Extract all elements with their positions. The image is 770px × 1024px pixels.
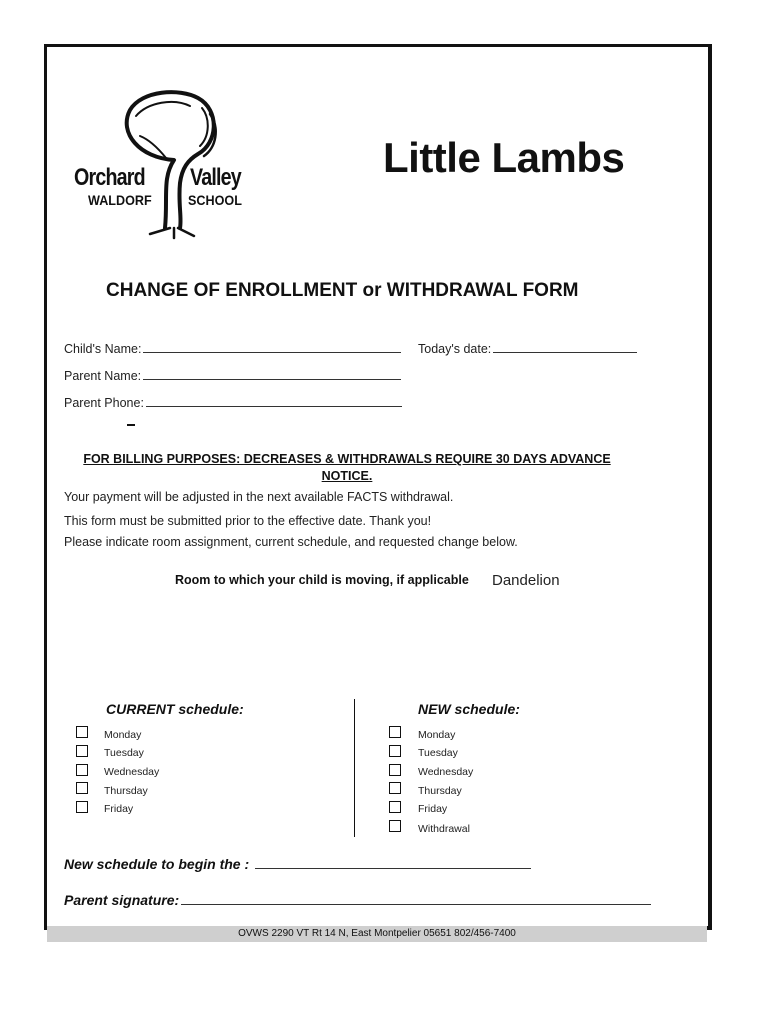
paragraph-instructions: Please indicate room assignment, current schedule, and requested change below. <box>64 535 518 549</box>
current-tuesday-label: Tuesday <box>104 747 144 759</box>
current-friday-checkbox[interactable] <box>76 801 88 813</box>
current-wednesday-label: Wednesday <box>104 766 160 778</box>
current-schedule-heading: CURRENT schedule: <box>106 701 244 717</box>
parent-signature-field[interactable] <box>64 892 651 908</box>
new-withdrawal-checkbox[interactable] <box>389 820 401 832</box>
child-name-field[interactable] <box>64 341 401 356</box>
schedule-divider <box>354 699 355 837</box>
current-thursday-label: Thursday <box>104 785 148 797</box>
logo-orchard: Orchard <box>74 164 145 191</box>
new-schedule-heading: NEW schedule: <box>418 701 520 717</box>
parent-name-label: Parent Name: <box>64 369 142 383</box>
child-name-line[interactable] <box>143 341 401 353</box>
current-tuesday-checkbox[interactable] <box>76 745 88 757</box>
new-withdrawal-label: Withdrawal <box>418 823 470 835</box>
current-thursday-checkbox[interactable] <box>76 782 88 794</box>
new-friday-label: Friday <box>418 803 448 815</box>
footer-address: OVWS 2290 VT Rt 14 N, East Montpelier 05651 802/456-7400 <box>47 926 707 942</box>
new-thursday-label: Thursday <box>418 785 462 797</box>
new-friday-checkbox[interactable] <box>389 801 401 813</box>
paragraph-submit: This form must be submitted prior to the effective date. Thank you! <box>64 514 432 528</box>
current-friday-label: Friday <box>104 803 134 815</box>
school-logo <box>70 88 260 240</box>
todays-date-line[interactable] <box>493 341 637 353</box>
room-label: Room to which your child is moving, if applicable <box>175 573 469 587</box>
room-value[interactable]: Dandelion <box>492 572 560 589</box>
parent-phone-field[interactable] <box>64 395 402 410</box>
current-monday-checkbox[interactable] <box>76 726 88 738</box>
dash-mark <box>127 424 135 426</box>
parent-phone-label: Parent Phone: <box>64 396 144 410</box>
new-thursday-checkbox[interactable] <box>389 782 401 794</box>
current-monday-label: Monday <box>104 729 142 741</box>
billing-notice: FOR BILLING PURPOSES: DECREASES & WITHDRAWALS REQUIRE 30 DAYS ADVANCE NOTICE. <box>83 452 611 483</box>
paragraph-payment: Your payment will be adjusted in the next available FACTS withdrawal. <box>64 490 454 504</box>
new-monday-label: Monday <box>418 729 456 741</box>
new-wednesday-label: Wednesday <box>418 766 474 778</box>
new-wednesday-checkbox[interactable] <box>389 764 401 776</box>
parent-name-line[interactable] <box>143 368 401 380</box>
program-title: Little Lambs <box>383 134 625 181</box>
form-title: CHANGE OF ENROLLMENT or WITHDRAWAL FORM <box>106 280 579 301</box>
parent-name-field[interactable] <box>64 368 401 383</box>
parent-signature-label: Parent signature: <box>64 892 180 908</box>
child-name-label: Child's Name: <box>64 342 142 356</box>
logo-waldorf: WALDORF <box>88 192 152 208</box>
logo-school: SCHOOL <box>188 192 242 208</box>
logo-valley: Valley <box>190 164 241 191</box>
new-tuesday-checkbox[interactable] <box>389 745 401 757</box>
new-tuesday-label: Tuesday <box>418 747 458 759</box>
new-schedule-begin-label: New schedule to begin the : <box>64 856 250 872</box>
new-schedule-begin-line[interactable] <box>255 856 531 869</box>
todays-date-field[interactable] <box>418 341 637 356</box>
new-schedule-begin-field[interactable] <box>64 856 531 872</box>
todays-date-label: Today's date: <box>418 342 492 356</box>
current-wednesday-checkbox[interactable] <box>76 764 88 776</box>
parent-phone-line[interactable] <box>146 395 402 407</box>
parent-signature-line[interactable] <box>181 892 651 905</box>
new-monday-checkbox[interactable] <box>389 726 401 738</box>
